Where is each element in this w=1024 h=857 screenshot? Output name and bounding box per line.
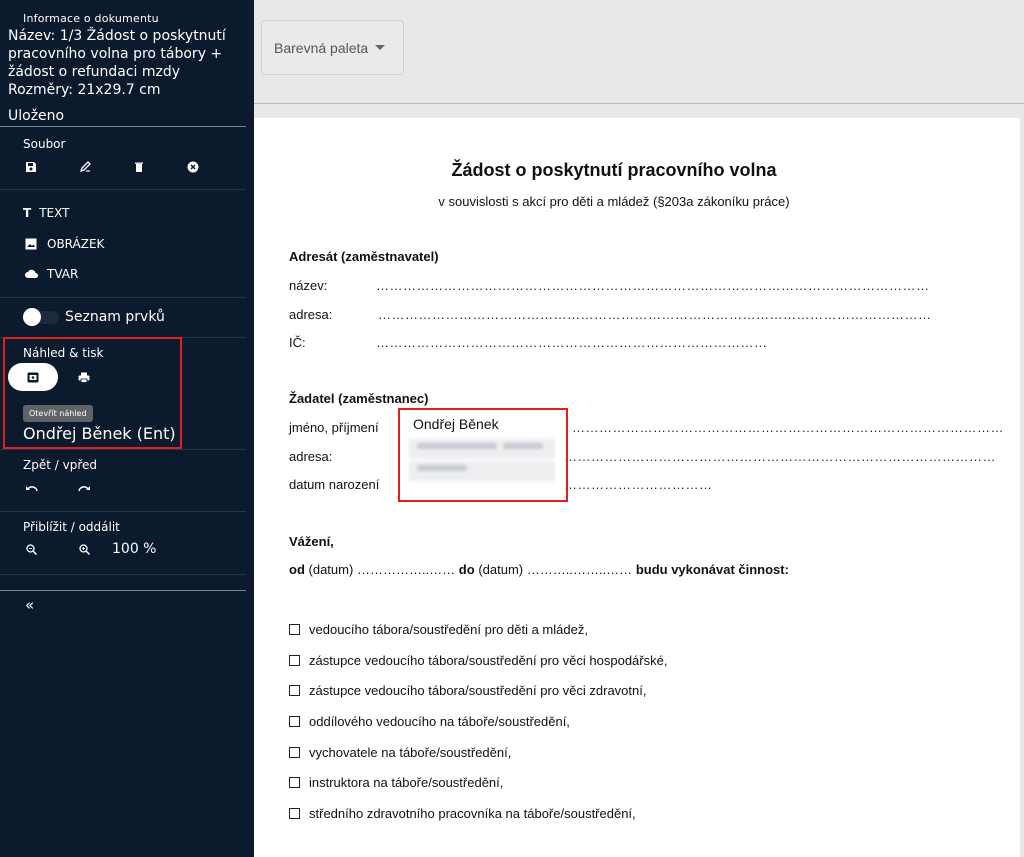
divider (0, 574, 246, 575)
top-toolbar (254, 0, 1024, 104)
add-image-label: OBRÁZEK (47, 237, 105, 251)
role-label: oddílového vedoucího na táboře/soustředění, (309, 714, 570, 729)
divider (0, 189, 246, 190)
to-dots: ………..……..…… (526, 562, 633, 577)
role-label: středního zdravotního pracovníka na táboře/soustředění, (309, 806, 636, 821)
applicant-address-label[interactable]: adresa: (289, 449, 333, 464)
role-label: zástupce vedoucího tábora/soustředění pro věci zdravotní, (309, 683, 647, 698)
applicant-birthdate-line: …………………………… (564, 477, 713, 492)
employer-name-line: …………………………………………………………………………………………………………… (376, 278, 930, 293)
add-image-button[interactable] (23, 236, 104, 252)
document-dimensions: Rozměry: 21x29.7 cm (8, 82, 161, 98)
checkbox[interactable] (289, 655, 300, 666)
employer-id-line: …………………………………………………………………………… (376, 335, 768, 350)
add-shape-button[interactable] (23, 266, 78, 282)
zoom-level: 100 % (112, 541, 157, 557)
document-name: Název: 1/3 Žádost o poskytnutí pracovního volna pro tábory + žádost o refundaci mzdy (8, 28, 226, 80)
highlight-box (398, 408, 568, 502)
document-subtitle[interactable]: v souvislosti s akcí pro děti a mládež (§203a zákoníku práce) (438, 194, 790, 209)
applicant-name-line: …………………………………………………………………………………… (572, 420, 1004, 435)
chevron-down-icon (375, 45, 385, 50)
checkbox[interactable] (289, 808, 300, 819)
role-checkbox-item[interactable] (289, 714, 570, 729)
redo-icon[interactable] (76, 481, 92, 497)
to-label: do (458, 562, 475, 577)
role-checkbox-item[interactable] (289, 745, 511, 760)
role-checkbox-item[interactable] (289, 683, 646, 698)
employer-address-line: …………………………………………………………………………………………………………… (378, 307, 932, 322)
greeting[interactable]: Vážení, (289, 534, 334, 549)
add-text-button[interactable] (23, 206, 69, 220)
highlight-box (3, 337, 182, 449)
color-palette-dropdown[interactable] (261, 20, 404, 75)
applicant-name-label[interactable]: jméno, příjmení (289, 420, 379, 435)
role-label: zástupce vedoucího tábora/soustředění pro věci hospodářské, (309, 653, 668, 668)
zoom-out-icon[interactable] (23, 541, 39, 557)
file-actions (23, 159, 201, 175)
role-checkbox-item[interactable] (289, 653, 667, 668)
from-label: od (289, 562, 305, 577)
rename-icon[interactable] (77, 159, 93, 175)
applicant-name-value[interactable]: Ondřej Běnek (413, 416, 499, 432)
preview-section-label: Náhled & tisk (23, 346, 104, 360)
role-checkbox-item[interactable] (289, 775, 503, 790)
document-title[interactable]: Žádost o poskytnutí pracovního volna (451, 160, 777, 180)
from-dots: ……………..…… (356, 562, 456, 577)
date-hint: (datum) (478, 562, 524, 577)
undo-icon[interactable] (23, 481, 39, 497)
checkbox[interactable] (289, 685, 300, 696)
checkbox[interactable] (289, 716, 300, 727)
delete-icon[interactable] (131, 159, 147, 175)
role-checkbox-item[interactable] (289, 622, 588, 637)
document-canvas[interactable] (254, 118, 1020, 857)
role-label: vychovatele na táboře/soustředění, (309, 745, 512, 760)
activity-text: budu vykonávat činnost: (635, 562, 789, 577)
color-palette-label: Barevná paleta (274, 39, 369, 56)
element-list-label: Seznam prvků (65, 309, 165, 325)
user-name: Ondřej Běnek (Ent) (23, 424, 176, 443)
text-icon: T (23, 206, 32, 220)
role-label: vedoucího tábora/soustředění pro děti a mládež, (309, 622, 588, 637)
checkbox[interactable] (289, 777, 300, 788)
element-list-toggle[interactable] (23, 308, 61, 326)
add-shape-label: TVAR (47, 267, 79, 281)
image-icon (23, 236, 39, 252)
add-text-label: TEXT (39, 206, 70, 220)
divider (0, 449, 246, 450)
save-icon[interactable] (23, 159, 39, 175)
document-info-heading: Informace o dokumentu (23, 12, 159, 25)
close-icon[interactable] (185, 159, 201, 175)
undo-redo-label: Zpět / vpřed (23, 458, 97, 472)
zoom-in-icon[interactable] (76, 541, 92, 557)
date-range-line[interactable] (289, 562, 789, 577)
save-status: Uloženo (8, 108, 65, 124)
role-checkbox-item[interactable] (289, 806, 636, 821)
zoom-controls (23, 541, 156, 557)
cloud-icon (23, 266, 39, 282)
employer-name-label[interactable]: název: (289, 278, 328, 293)
applicant-heading[interactable]: Žadatel (zaměstnanec) (289, 391, 429, 406)
employer-address-label[interactable]: adresa: (289, 307, 333, 322)
employer-id-label[interactable]: IČ: (289, 335, 306, 350)
checkbox[interactable] (289, 624, 300, 635)
divider (0, 297, 246, 298)
applicant-birthdate-label[interactable]: datum narození (289, 477, 380, 492)
file-section-label: Soubor (23, 137, 66, 151)
divider (0, 126, 246, 127)
preview-tooltip: Otevřít náhled (23, 405, 93, 422)
divider (0, 511, 246, 512)
collapse-sidebar-button[interactable]: « (25, 596, 35, 614)
date-hint: (datum) (308, 562, 354, 577)
zoom-section-label: Přiblížit / oddálit (23, 520, 120, 534)
role-label: instruktora na táboře/soustředění, (309, 775, 504, 790)
checkbox[interactable] (289, 747, 300, 758)
applicant-address-line: …………………………………………………………………………………… (564, 449, 996, 464)
divider (0, 590, 246, 591)
sidebar (0, 0, 254, 857)
employer-heading[interactable]: Adresát (zaměstnavatel) (289, 249, 439, 264)
